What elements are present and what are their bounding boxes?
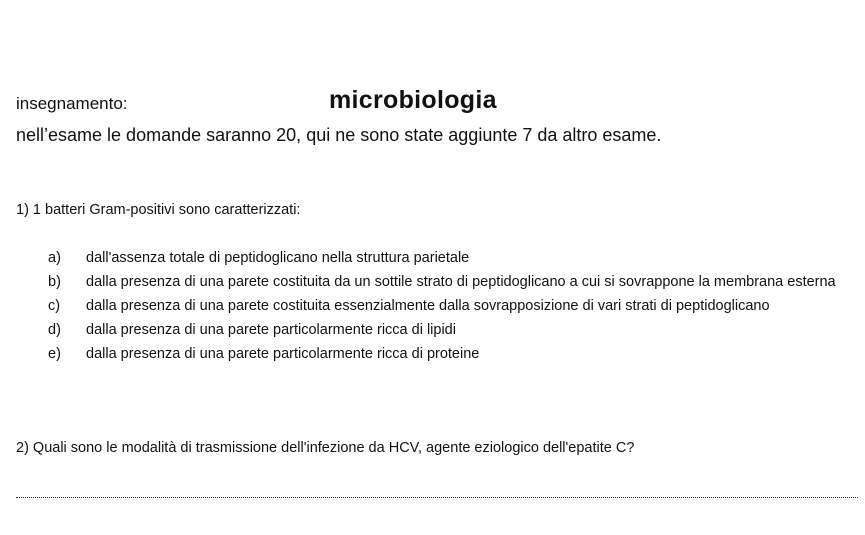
course-title: microbiologia bbox=[329, 86, 497, 114]
option-d bbox=[48, 322, 860, 339]
option-letter: a) bbox=[48, 250, 61, 266]
option-text: dalla presenza di una parete particolarmente ricca di lipidi bbox=[86, 322, 456, 338]
exam-note: nell’esame le domande saranno 20, qui ne sono state aggiunte 7 da altro esame. bbox=[16, 125, 662, 145]
document-header bbox=[16, 86, 856, 116]
option-text: dalla presenza di una parete costituita essenzialmente dalla sovrapposizione di vari strati di peptidoglicano bbox=[86, 298, 770, 314]
option-letter: e) bbox=[48, 346, 61, 362]
teaching-label: insegnamento: bbox=[16, 94, 128, 113]
question-1-options bbox=[48, 250, 860, 370]
option-text: dalla presenza di una parete costituita da un sottile strato di peptidoglicano a cui si sovrappone la membrana esterna bbox=[86, 274, 836, 290]
option-e bbox=[48, 346, 860, 363]
option-a bbox=[48, 250, 860, 267]
option-letter: c) bbox=[48, 298, 61, 314]
option-b bbox=[48, 274, 860, 291]
option-letter: d) bbox=[48, 322, 61, 338]
answer-dotted-line bbox=[16, 497, 858, 498]
option-text: dall'assenza totale di peptidoglicano nella struttura parietale bbox=[86, 250, 470, 266]
question-2-text: 2) Quali sono le modalità di trasmissione dell'infezione da HCV, agente eziologico dell'epatite C? bbox=[16, 440, 635, 456]
option-letter: b) bbox=[48, 274, 61, 290]
option-c bbox=[48, 298, 860, 315]
option-text: dalla presenza di una parete particolarmente ricca di proteine bbox=[86, 346, 480, 362]
question-1-text: 1) 1 batteri Gram-positivi sono caratterizzati: bbox=[16, 202, 301, 218]
